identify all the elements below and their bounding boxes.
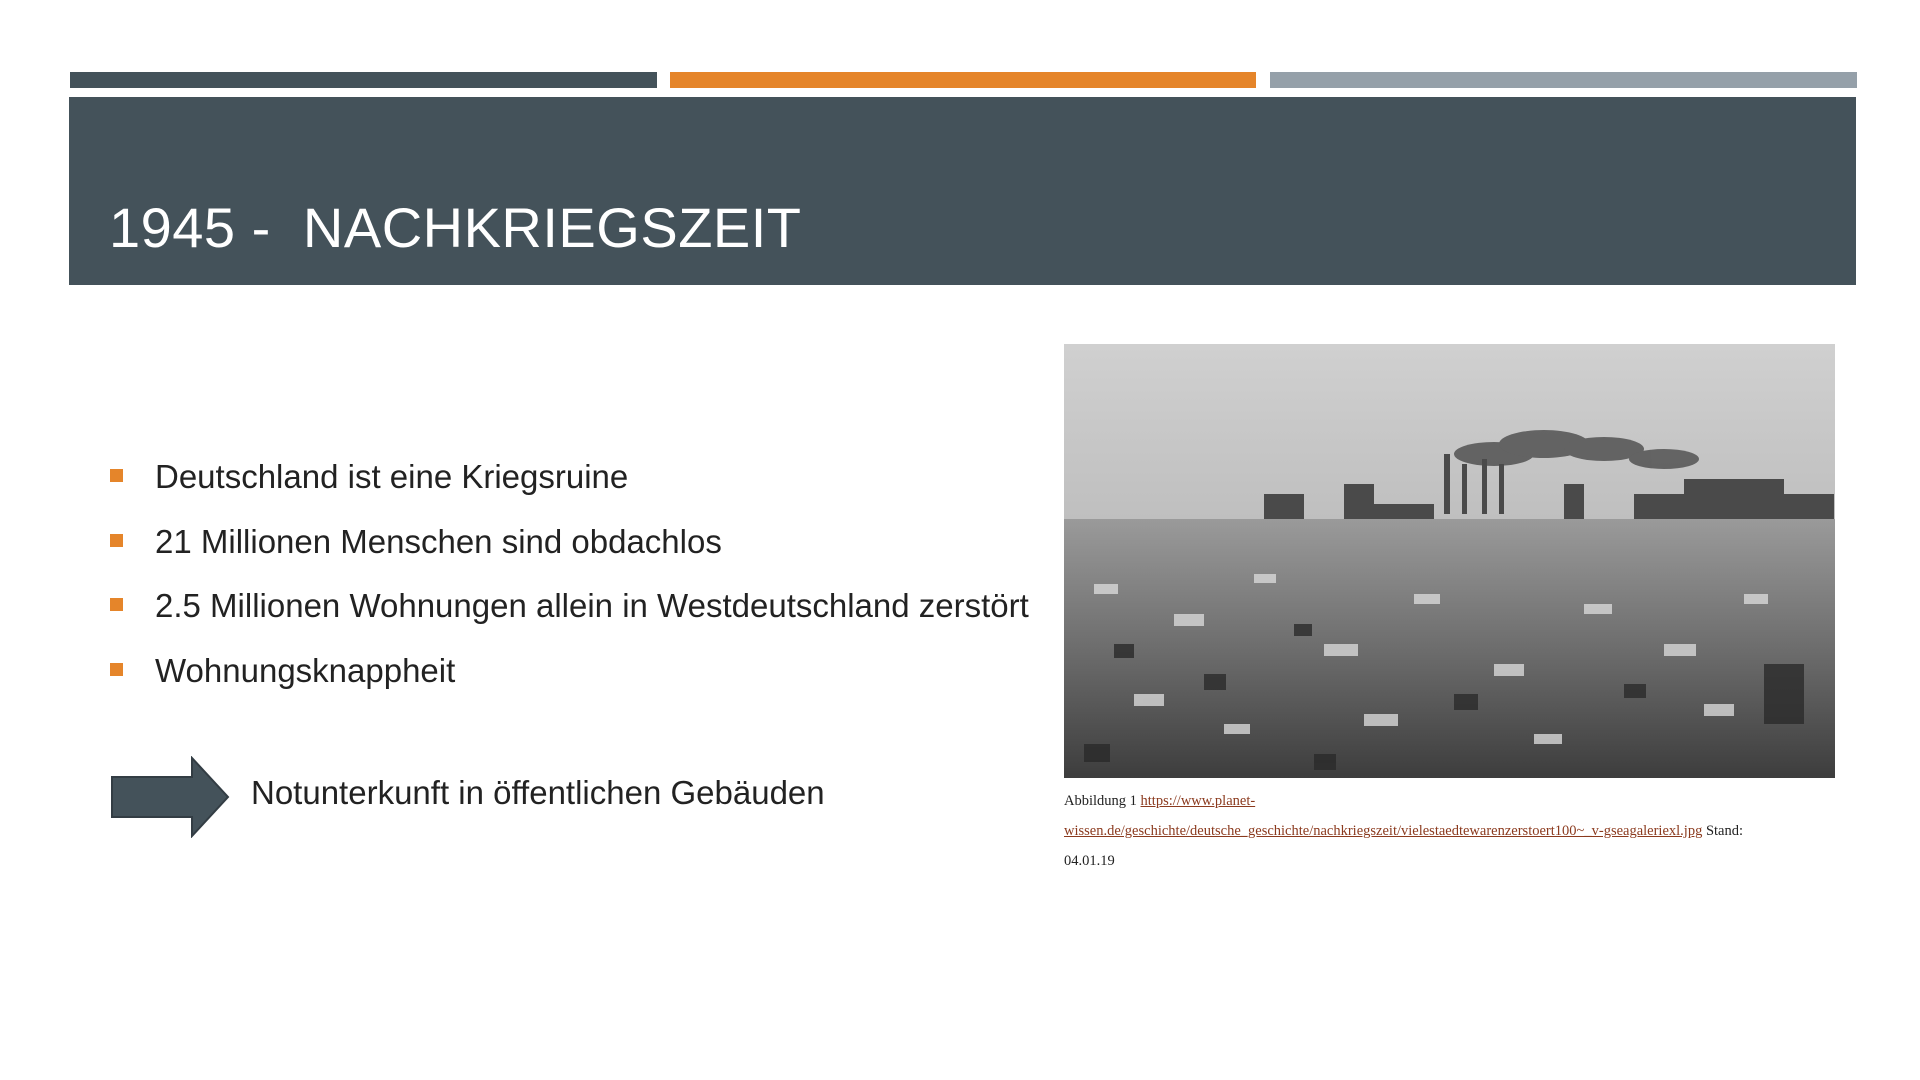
bullet-item	[107, 445, 1029, 510]
bullet-text: 21 Millionen Menschen sind obdachlos	[155, 522, 722, 560]
square-bullet-icon	[110, 534, 123, 547]
bullet-item	[107, 574, 1029, 639]
right-arrow-icon	[110, 756, 230, 838]
accent-bar-gray	[1270, 72, 1857, 88]
bullet-text: Deutschland ist eine Kriegsruine	[155, 458, 629, 495]
image-caption	[1064, 786, 1854, 876]
caption-stand-label: Stand:	[1702, 823, 1744, 839]
bullet-item	[107, 639, 1029, 704]
square-bullet-icon	[110, 663, 123, 676]
square-bullet-icon	[110, 598, 123, 611]
bullet-text: 2.5 Millionen Wohnungen allein in Westdeutschland zerstört	[155, 587, 1029, 624]
accent-bar-dark	[70, 72, 657, 88]
caption-link-part-2: wissen.de/geschichte/deutsche_geschichte/nachkriegszeit/vielestaedtewarenzerstoert100~_v-gseagaleriexl.jpg	[1064, 823, 1703, 839]
bullet-item	[107, 510, 1029, 575]
accent-bar-orange	[670, 72, 1256, 88]
bullet-list	[107, 445, 1029, 703]
slide-title: 1945 - NACHKRIEGSZEIT	[109, 196, 802, 259]
caption-link-part-1: https://www.planet-	[1140, 793, 1256, 809]
caption-prefix: Abbildung 1	[1064, 793, 1141, 809]
square-bullet-icon	[110, 469, 123, 482]
ruins-photo	[1064, 344, 1835, 778]
title-banner	[69, 97, 1856, 285]
bullet-text: Wohnungsknappheit	[155, 651, 456, 689]
conclusion-text: Notunterkunft in öffentlichen Gebäuden	[251, 774, 825, 811]
caption-link[interactable]	[1064, 793, 1702, 839]
caption-date: 04.01.19	[1064, 853, 1115, 869]
